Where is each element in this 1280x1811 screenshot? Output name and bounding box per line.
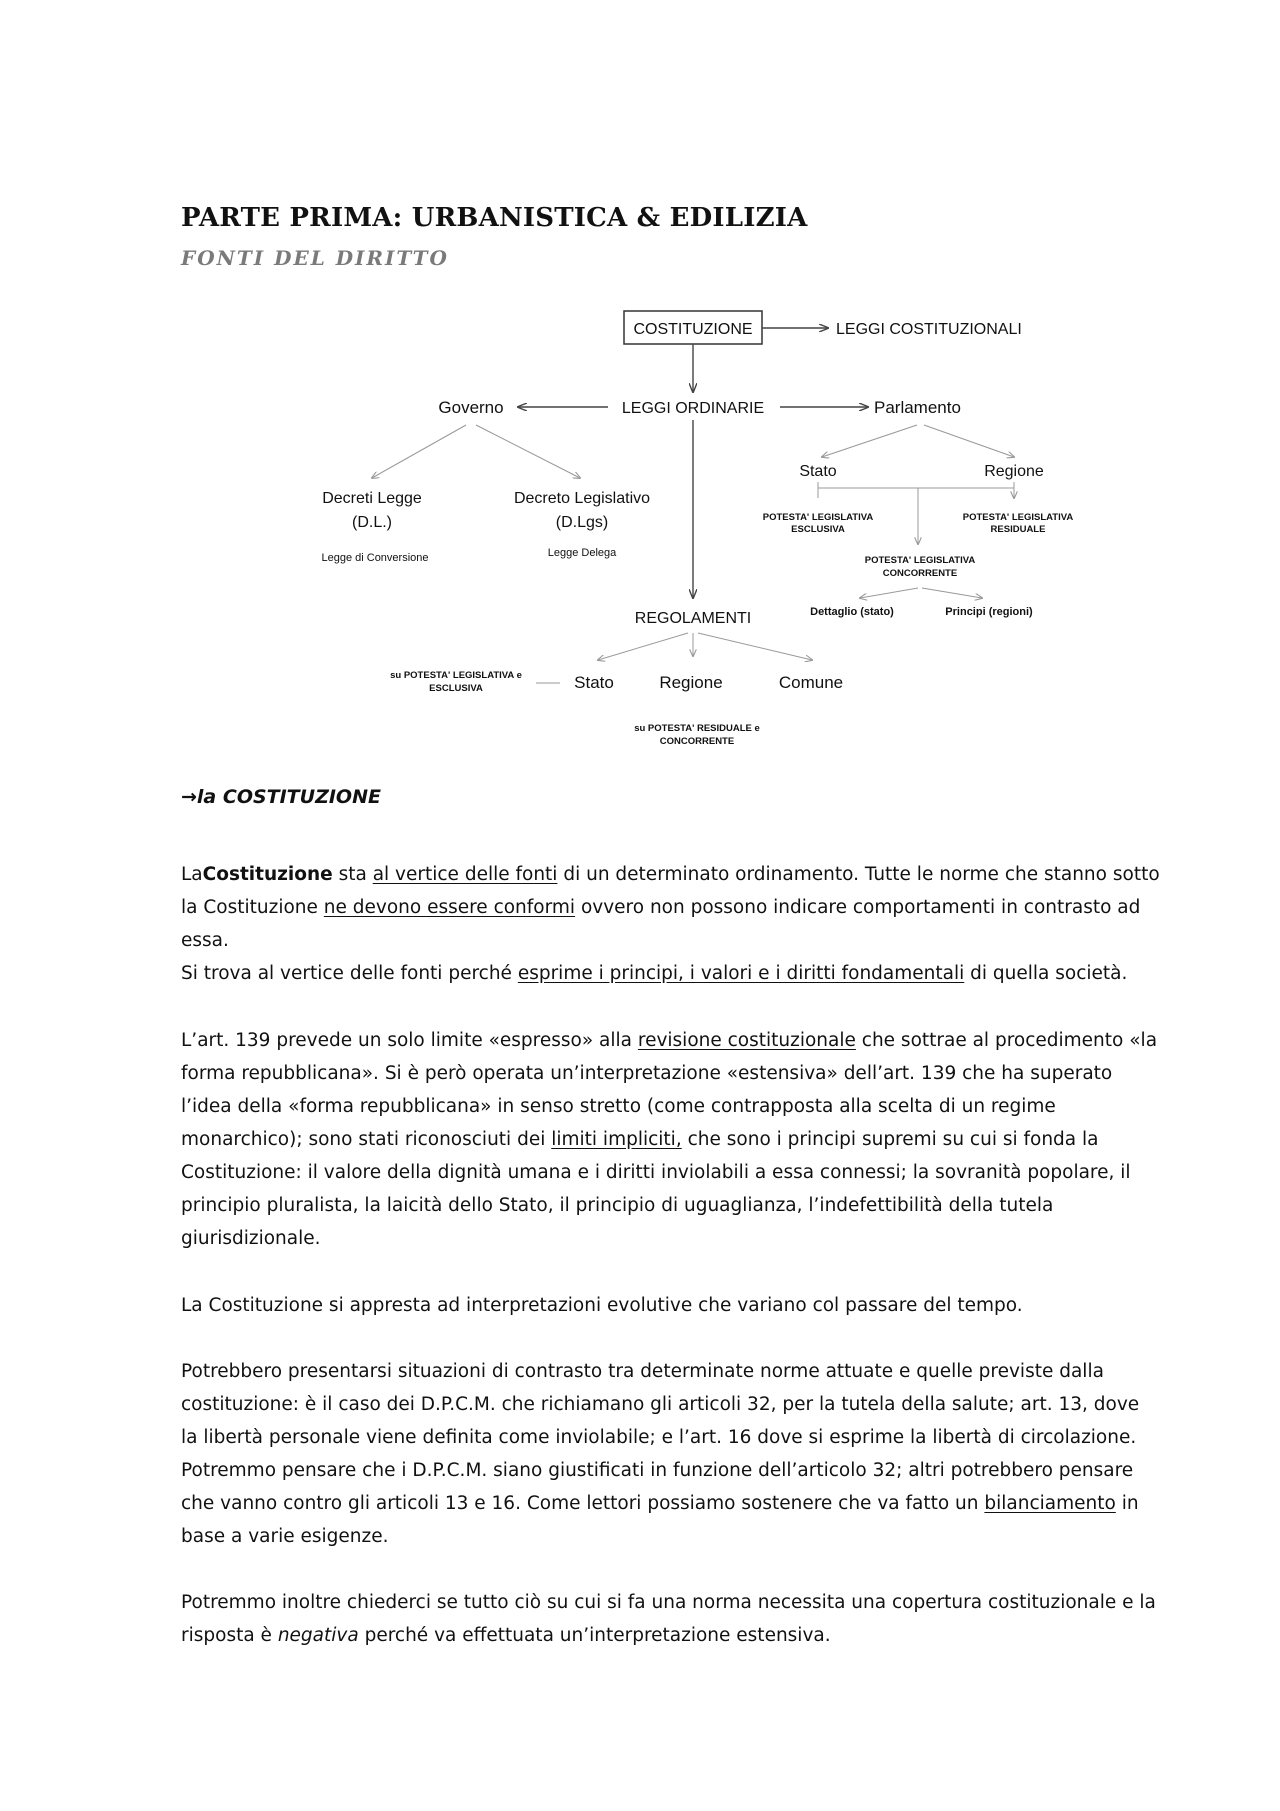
- decreto-legislativo-abbr: (D.Lgs): [555, 514, 609, 531]
- sources-of-law-diagram: [0, 295, 1280, 765]
- leggi-costituzionali-label: LEGGI COSTITUZIONALI: [836, 321, 1022, 338]
- arrow-governo-dl: [372, 425, 466, 478]
- paragraph-copertura: Potremmo inoltre chiederci se tutto ciò su cui si fa una norma necessita una copertura costituzionale e la risposta è negativa perché va effettuata un’interpretazione estensiva.: [181, 1592, 1156, 1646]
- su-esclusiva-line1: su POTESTA' LEGISLATIVA e: [390, 670, 522, 681]
- legge-delega-label: Legge Delega: [547, 547, 617, 559]
- reg-regione-label: Regione: [659, 673, 723, 692]
- arrow-governo-dlgs: [476, 425, 580, 478]
- paragraph-interpretazioni: La Costituzione si appresta ad interpretazioni evolutive che variano col passare del tempo.: [181, 1295, 1023, 1316]
- reg-stato-label: Stato: [574, 673, 614, 692]
- paragraph-art-139: L’art. 139 prevede un solo limite «espresso» alla revisione costituzionale che sottrae al procedimento «la forma repubblicana». Si è però operata un’interpretazione «estensiva» dell’art. 139 che ha superato l’idea della «forma repubblicana» in senso stretto (come contrapposta alla scelta di un regime monarchico); sono stati riconosciuti dei limiti impliciti, che sono i principi supremi su cui si fonda la Costituzione: il valore della dignità umana e i diritti inviolabili a essa connessi; la sovranità popolare, il principio pluralista, la laicità dello Stato, il principio di uguaglianza, l’indefettibilità della tutela giurisdizionale.: [181, 1030, 1158, 1249]
- legge-conversione-label: Legge di Conversione: [321, 552, 429, 564]
- arrow-to-principi: [922, 588, 982, 598]
- potesta-esclusiva-line2: ESCLUSIVA: [791, 524, 845, 535]
- arrow-parlamento-regione: [924, 425, 1014, 457]
- section-heading-text: la COSTITUZIONE: [196, 786, 381, 808]
- paragraph-dpcm: Potrebbero presentarsi situazioni di contrasto tra determinate norme attuate e quelle previste dalla costituzione: è il caso dei D.P.C.M. che richiamano gli articoli 32, per la tutela della salute; art. 13, dove la libertà personale viene definita come inviolabile; e l’art. 16 dove si esprime la libertà di circolazione. Potremmo pensare che i D.P.C.M. siano giustificati in funzione dell’articolo 32; altri potrebbero pensare che vanno contro gli articoli 13 e 16. Come lettori possiamo sostenere che va fatto un bilanciamento in base a varie esigenze.: [181, 1361, 1140, 1547]
- right-arrow-icon: →: [181, 786, 197, 808]
- parlamento-label: Parlamento: [874, 398, 961, 417]
- dettaglio-label: Dettaglio (stato): [810, 606, 894, 618]
- arrow-reg-comune: [698, 633, 812, 660]
- potesta-residuale-line1: POTESTA' LEGISLATIVA: [962, 512, 1074, 523]
- su-esclusiva-line2: ESCLUSIVA: [429, 683, 483, 694]
- parlamento-regione-label: Regione: [984, 463, 1044, 480]
- decreti-legge-abbr: (D.L.): [352, 514, 392, 531]
- reg-comune-label: Comune: [778, 673, 844, 692]
- section-heading: [181, 786, 381, 808]
- governo-label: Governo: [438, 398, 504, 417]
- decreti-legge-label: Decreti Legge: [322, 490, 422, 507]
- regolamenti-label: REGOLAMENTI: [634, 610, 752, 627]
- arrow-reg-stato: [598, 633, 688, 660]
- principi-label: Principi (regioni): [945, 606, 1033, 618]
- paragraph-costituzione-vertice: LaCostituzione sta al vertice delle fonti di un determinato ordinamento. Tutte le norme che stanno sotto la Costituzione ne devono essere conformi ovvero non possono indicare comportamenti in contrasto ad essa. Si trova al vertice delle fonti perché esprime i principi, i valori e i diritti fondamentali di quella società.: [181, 864, 1160, 984]
- decreto-legislativo-label: Decreto Legislativo: [513, 490, 651, 507]
- page-title: PARTE PRIMA: URBANISTICA & EDILIZIA: [181, 203, 808, 233]
- potesta-concorrente-line1: POTESTA' LEGISLATIVA: [864, 555, 976, 566]
- costituzione-label: COSTITUZIONE: [633, 321, 753, 338]
- arrow-to-dettaglio: [860, 588, 918, 598]
- parlamento-stato-label: Stato: [799, 463, 837, 480]
- potesta-residuale-line2: RESIDUALE: [990, 524, 1046, 535]
- su-residuale-line2: CONCORRENTE: [659, 736, 735, 747]
- potesta-concorrente-line2: CONCORRENTE: [882, 568, 958, 579]
- potesta-esclusiva-line1: POTESTA' LEGISLATIVA: [762, 512, 874, 523]
- su-residuale-line1: su POTESTA' RESIDUALE e: [634, 723, 760, 734]
- arrow-parlamento-stato: [822, 425, 917, 457]
- page-subtitle: FONTI DEL DIRITTO: [181, 246, 449, 270]
- leggi-ordinarie-label: LEGGI ORDINARIE: [621, 400, 765, 417]
